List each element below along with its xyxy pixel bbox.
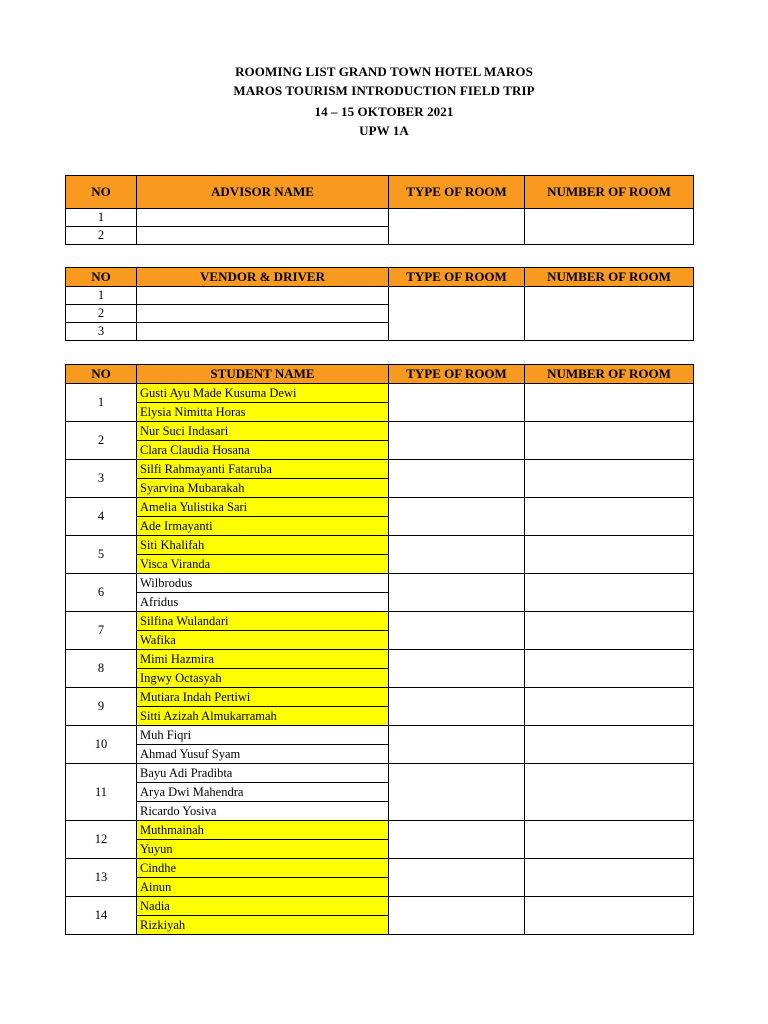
student-name-cell: Wilbrodus [137,574,389,593]
header-number-of-room: NUMBER OF ROOM [525,268,694,287]
room-group-no: 1 [66,384,137,422]
room-group-no: 7 [66,612,137,650]
type-of-room-cell [389,688,525,726]
type-of-room-cell [389,612,525,650]
number-of-room-cell [525,859,694,897]
room-group-no: 2 [66,422,137,460]
number-of-room-cell [525,209,694,245]
table-row [66,821,694,840]
student-name-cell: Ingwy Octasyah [137,669,389,688]
table-row [66,612,694,631]
type-of-room-cell [389,287,525,341]
number-of-room-cell [525,764,694,821]
header-number-of-room: NUMBER OF ROOM [525,365,694,384]
table-row [66,574,694,593]
student-name-cell: Elysia Nimitta Horas [137,403,389,422]
type-of-room-cell [389,209,525,245]
row-no: 2 [66,227,137,245]
table-header-row [66,176,694,209]
row-no: 1 [66,209,137,227]
table-row [66,859,694,878]
room-group-no: 14 [66,897,137,935]
header-type-of-room: TYPE OF ROOM [389,176,525,209]
student-name-cell: Gusti Ayu Made Kusuma Dewi [137,384,389,403]
student-name-cell: Ade Irmayanti [137,517,389,536]
type-of-room-cell [389,764,525,821]
title-line-2: MAROS TOURISM INTRODUCTION FIELD TRIP [233,83,535,98]
number-of-room-cell [525,612,694,650]
header-advisor-name: ADVISOR NAME [137,176,389,209]
number-of-room-cell [525,897,694,935]
room-group-no: 8 [66,650,137,688]
type-of-room-cell [389,536,525,574]
table-row [66,422,694,441]
student-name-cell: Nur Suci Indasari [137,422,389,441]
number-of-room-cell [525,536,694,574]
vendor-driver-table [65,267,694,341]
number-of-room-cell [525,650,694,688]
header-type-of-room: TYPE OF ROOM [389,365,525,384]
student-name-cell: Mimi Hazmira [137,650,389,669]
table-row [66,726,694,745]
student-name-cell: Afridus [137,593,389,612]
room-group-no: 10 [66,726,137,764]
student-name-cell: Wafika [137,631,389,650]
header-type-of-room: TYPE OF ROOM [389,268,525,287]
room-group-no: 4 [66,498,137,536]
room-group-no: 9 [66,688,137,726]
student-name-cell: Silfina Wulandari [137,612,389,631]
student-name-cell: Nadia [137,897,389,916]
vendor-name-cell [137,305,389,323]
table-header-row [66,365,694,384]
title-line-4: UPW 1A [359,123,409,138]
number-of-room-cell [525,287,694,341]
room-group-no: 6 [66,574,137,612]
vendor-name-cell [137,323,389,341]
type-of-room-cell [389,726,525,764]
student-name-cell: Rizkiyah [137,916,389,935]
student-table [65,364,694,935]
type-of-room-cell [389,574,525,612]
number-of-room-cell [525,688,694,726]
table-row [66,287,694,305]
advisor-table [65,175,694,245]
title-line-3: 14 – 15 OKTOBER 2021 [314,104,454,119]
header-number-of-room: NUMBER OF ROOM [525,176,694,209]
number-of-room-cell [525,574,694,612]
type-of-room-cell [389,422,525,460]
student-name-cell: Cindhe [137,859,389,878]
table-row [66,650,694,669]
advisor-name-cell [137,227,389,245]
student-name-cell: Arya Dwi Mahendra [137,783,389,802]
advisor-name-cell [137,209,389,227]
room-group-no: 12 [66,821,137,859]
number-of-room-cell [525,384,694,422]
table-row [66,460,694,479]
number-of-room-cell [525,460,694,498]
table-row [66,498,694,517]
room-group-no: 11 [66,764,137,821]
number-of-room-cell [525,422,694,460]
table-row [66,764,694,783]
student-name-cell: Ahmad Yusuf Syam [137,745,389,764]
student-name-cell: Visca Viranda [137,555,389,574]
table-row [66,688,694,707]
type-of-room-cell [389,897,525,935]
student-name-cell: Silfi Rahmayanti Fataruba [137,460,389,479]
student-name-cell: Muthmainah [137,821,389,840]
number-of-room-cell [525,821,694,859]
student-name-cell: Syarvina Mubarakah [137,479,389,498]
room-group-no: 13 [66,859,137,897]
type-of-room-cell [389,821,525,859]
table-row [66,897,694,916]
header-no: NO [66,365,137,384]
student-name-cell: Siti Khalifah [137,536,389,555]
number-of-room-cell [525,726,694,764]
vendor-name-cell [137,287,389,305]
type-of-room-cell [389,859,525,897]
table-row [66,536,694,555]
type-of-room-cell [389,498,525,536]
title-line-1: ROOMING LIST GRAND TOWN HOTEL MAROS [235,64,533,79]
row-no: 3 [66,323,137,341]
header-vendor-driver: VENDOR & DRIVER [137,268,389,287]
student-name-cell: Clara Claudia Hosana [137,441,389,460]
row-no: 1 [66,287,137,305]
student-name-cell: Muh Fiqri [137,726,389,745]
room-group-no: 3 [66,460,137,498]
table-header-row [66,268,694,287]
table-row [66,209,694,227]
student-name-cell: Bayu Adi Pradibta [137,764,389,783]
header-student-name: STUDENT NAME [137,365,389,384]
number-of-room-cell [525,498,694,536]
student-name-cell: Yuyun [137,840,389,859]
student-name-cell: Mutiara Indah Pertiwi [137,688,389,707]
header-no: NO [66,176,137,209]
student-name-cell: Ricardo Yosiva [137,802,389,821]
table-row [66,384,694,403]
student-table-body [66,384,694,935]
room-group-no: 5 [66,536,137,574]
type-of-room-cell [389,650,525,688]
student-name-cell: Amelia Yulistika Sari [137,498,389,517]
student-name-cell: Sitti Azizah Almukarramah [137,707,389,726]
type-of-room-cell [389,460,525,498]
row-no: 2 [66,305,137,323]
type-of-room-cell [389,384,525,422]
student-name-cell: Ainun [137,878,389,897]
header-no: NO [66,268,137,287]
